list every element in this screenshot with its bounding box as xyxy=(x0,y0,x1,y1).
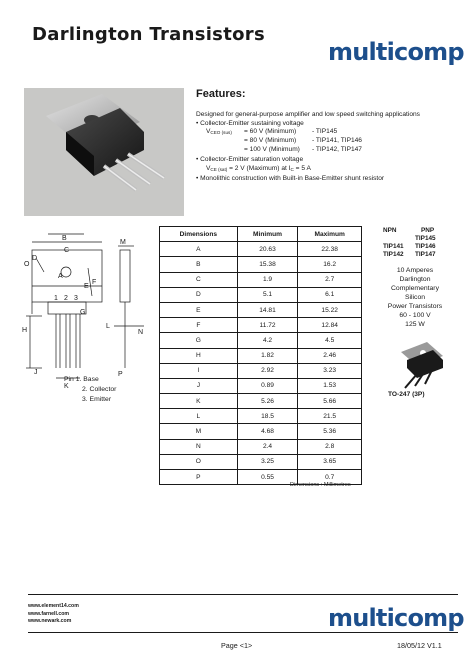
ic-value: = 5 A xyxy=(295,165,311,172)
cell-maximum: 21.5 xyxy=(298,409,362,424)
table-row xyxy=(160,439,362,454)
pin-number-3: 3 xyxy=(74,295,78,302)
ic-subscript: C xyxy=(290,167,294,172)
cell-dimension: A xyxy=(160,242,238,257)
pin-number-1: 1 xyxy=(54,295,58,302)
table-row xyxy=(160,409,362,424)
npn-header: NPN xyxy=(383,227,397,234)
vceo-value-2: = 80 V (Minimum) xyxy=(244,137,297,144)
vceo-subscript: CEO (sus) xyxy=(210,130,232,135)
cell-maximum: 5.66 xyxy=(298,394,362,409)
npn-spacer xyxy=(383,235,404,243)
cell-dimension: C xyxy=(160,272,238,287)
cell-dimension: H xyxy=(160,348,238,363)
dim-label-e: E xyxy=(84,283,89,290)
cell-dimension: P xyxy=(160,470,238,485)
spec-type: Darlington xyxy=(399,276,431,283)
revision-date: 18/05/12 V1.1 xyxy=(397,641,442,650)
cell-minimum: 15.38 xyxy=(237,257,298,272)
vceo-letter: V xyxy=(206,128,211,135)
cell-minimum: 18.5 xyxy=(237,409,298,424)
vceo-parts-1: - TIP145 xyxy=(312,128,338,135)
cell-minimum: 4.2 xyxy=(237,333,298,348)
vceo-parts-2: - TIP141, TIP146 xyxy=(312,137,362,144)
npn-part-1: TIP141 xyxy=(383,243,404,250)
table-header-row xyxy=(160,227,362,242)
logo-text-footer: multicomp xyxy=(328,604,464,632)
cell-maximum: 6.1 xyxy=(298,287,362,302)
cell-minimum: 0.89 xyxy=(237,378,298,393)
table-row xyxy=(160,287,362,302)
cell-dimension: F xyxy=(160,318,238,333)
table-row xyxy=(160,257,362,272)
logo-text: multicomp xyxy=(328,38,464,66)
dim-label-c: C xyxy=(64,247,70,254)
vceo-parts-3: - TIP142, TIP147 xyxy=(312,146,362,153)
cell-dimension: L xyxy=(160,409,238,424)
spec-summary xyxy=(370,266,460,329)
multicomp-logo-footer xyxy=(328,604,464,632)
cell-maximum: 3.23 xyxy=(298,363,362,378)
vceo-symbol xyxy=(206,128,232,135)
dim-label-m: M xyxy=(120,239,126,246)
header-minimum: Minimum xyxy=(237,227,298,242)
to247-package-icon xyxy=(393,340,447,390)
cell-maximum: 3.65 xyxy=(298,454,362,469)
cell-maximum: 2.7 xyxy=(298,272,362,287)
transistor-photo xyxy=(24,88,184,216)
feature-bullet-monolithic: • Monolithic construction with Built-in Base-Emitter shunt resistor xyxy=(196,175,385,182)
table-row xyxy=(160,318,362,333)
cell-dimension: D xyxy=(160,287,238,302)
spec-complementary: Complementary xyxy=(391,285,439,292)
dim-label-k: K xyxy=(64,383,69,390)
cell-minimum: 0.55 xyxy=(237,470,298,485)
footer-divider-top xyxy=(28,594,458,595)
vce-line xyxy=(206,165,311,172)
table-row xyxy=(160,272,362,287)
feature-bullet-saturation: • Collector-Emitter saturation voltage xyxy=(196,156,304,163)
cell-dimension: I xyxy=(160,363,238,378)
dimensions-table xyxy=(159,226,362,485)
vce-subscript: CE (sat) xyxy=(210,167,228,172)
cell-minimum: 4.68 xyxy=(237,424,298,439)
vceo-value-1: = 60 V (Minimum) xyxy=(244,128,297,135)
spec-category: Power Transistors xyxy=(387,303,443,310)
pin-legend xyxy=(64,375,116,405)
pnp-column xyxy=(415,227,436,259)
pnp-header: PNP xyxy=(421,227,435,234)
cell-maximum: 22.38 xyxy=(298,242,362,257)
pnp-part-3: TIP147 xyxy=(415,251,436,258)
cell-maximum: 2.8 xyxy=(298,439,362,454)
cell-minimum: 2.92 xyxy=(237,363,298,378)
table-row xyxy=(160,333,362,348)
cell-maximum: 4.5 xyxy=(298,333,362,348)
table-row xyxy=(160,454,362,469)
cell-dimension: O xyxy=(160,454,238,469)
feature-bullet-sustaining: • Collector-Emitter sustaining voltage xyxy=(196,120,304,127)
cell-dimension: B xyxy=(160,257,238,272)
cell-maximum: 16.2 xyxy=(298,257,362,272)
dim-label-p: P xyxy=(118,371,123,378)
dim-label-a: A xyxy=(58,273,63,280)
multicomp-logo xyxy=(328,38,464,66)
table-row xyxy=(160,424,362,439)
cell-maximum: 0.7 xyxy=(298,470,362,485)
spec-current: 10 Amperes xyxy=(396,267,434,274)
footer-divider-bottom xyxy=(28,632,458,633)
spec-voltage: 60 - 100 V xyxy=(399,312,431,319)
footer-link-newark[interactable]: www.newark.com xyxy=(28,618,72,624)
cell-minimum: 14.81 xyxy=(237,302,298,317)
vce-letter: V xyxy=(206,165,211,172)
dim-label-j: J xyxy=(34,369,38,376)
header-dimensions: Dimensions xyxy=(160,227,238,242)
cell-dimension: K xyxy=(160,394,238,409)
table-row xyxy=(160,394,362,409)
features-intro: Designed for general-purpose amplifier and low speed switching applications xyxy=(196,111,420,118)
cell-minimum: 2.4 xyxy=(237,439,298,454)
page-number: Page <1> xyxy=(221,641,253,650)
footer-link-farnell[interactable]: www.farnell.com xyxy=(28,610,70,617)
cell-dimension: N xyxy=(160,439,238,454)
cell-minimum: 1.9 xyxy=(237,272,298,287)
cell-minimum: 3.25 xyxy=(237,454,298,469)
dim-label-g: G xyxy=(80,309,86,316)
dim-label-d: D xyxy=(32,255,38,262)
cell-minimum: 5.26 xyxy=(237,394,298,409)
cell-maximum: 15.22 xyxy=(298,302,362,317)
table-row xyxy=(160,378,362,393)
page-title: Darlington Transistors xyxy=(32,24,265,45)
pin-legend-base: Pin 1. Base xyxy=(64,376,99,383)
cell-dimension: E xyxy=(160,302,238,317)
dim-label-n: N xyxy=(138,329,144,336)
cell-dimension: G xyxy=(160,333,238,348)
cell-maximum: 2.46 xyxy=(298,348,362,363)
table-row xyxy=(160,242,362,257)
header-maximum: Maximum xyxy=(298,227,362,242)
cell-minimum: 20.63 xyxy=(237,242,298,257)
table-row xyxy=(160,363,362,378)
cell-minimum: 11.72 xyxy=(237,318,298,333)
pin-legend-collector: 2. Collector xyxy=(82,386,117,393)
features-heading: Features: xyxy=(196,88,246,100)
spec-material: Silicon xyxy=(404,294,426,301)
footer-link-element14[interactable]: www.element14.com xyxy=(28,603,79,609)
table-row xyxy=(160,302,362,317)
dim-label-l: L xyxy=(106,323,110,330)
dimensions-table-body xyxy=(160,242,362,485)
npn-column xyxy=(383,227,404,259)
cell-dimension: J xyxy=(160,378,238,393)
spec-power: 125 W xyxy=(405,321,425,328)
dim-label-f: F xyxy=(92,279,97,286)
cell-maximum: 5.36 xyxy=(298,424,362,439)
vceo-value-3: = 100 V (Minimum) xyxy=(244,146,300,153)
vce-value: = 2 V (Maximum) at I xyxy=(229,165,291,172)
pin-number-2: 2 xyxy=(64,295,68,302)
npn-part-2: TIP142 xyxy=(383,251,404,258)
dimensions-unit-note: Dimensions : Millimetres xyxy=(290,482,351,488)
pin-legend-emitter: 3. Emitter xyxy=(82,396,112,403)
cell-minimum: 1.82 xyxy=(237,348,298,363)
table-row xyxy=(160,348,362,363)
dim-label-h: H xyxy=(22,327,28,334)
pnp-part-1: TIP145 xyxy=(415,235,436,242)
cell-dimension: M xyxy=(160,424,238,439)
transistor-photo-icon xyxy=(24,88,184,216)
dim-label-o: O xyxy=(24,261,30,268)
cell-minimum: 5.1 xyxy=(237,287,298,302)
footer-links xyxy=(28,603,79,626)
package-label: TO-247 (3P) xyxy=(388,391,425,398)
pnp-part-2: TIP146 xyxy=(415,243,436,250)
dim-label-b: B xyxy=(62,235,67,242)
cell-maximum: 12.84 xyxy=(298,318,362,333)
cell-maximum: 1.53 xyxy=(298,378,362,393)
